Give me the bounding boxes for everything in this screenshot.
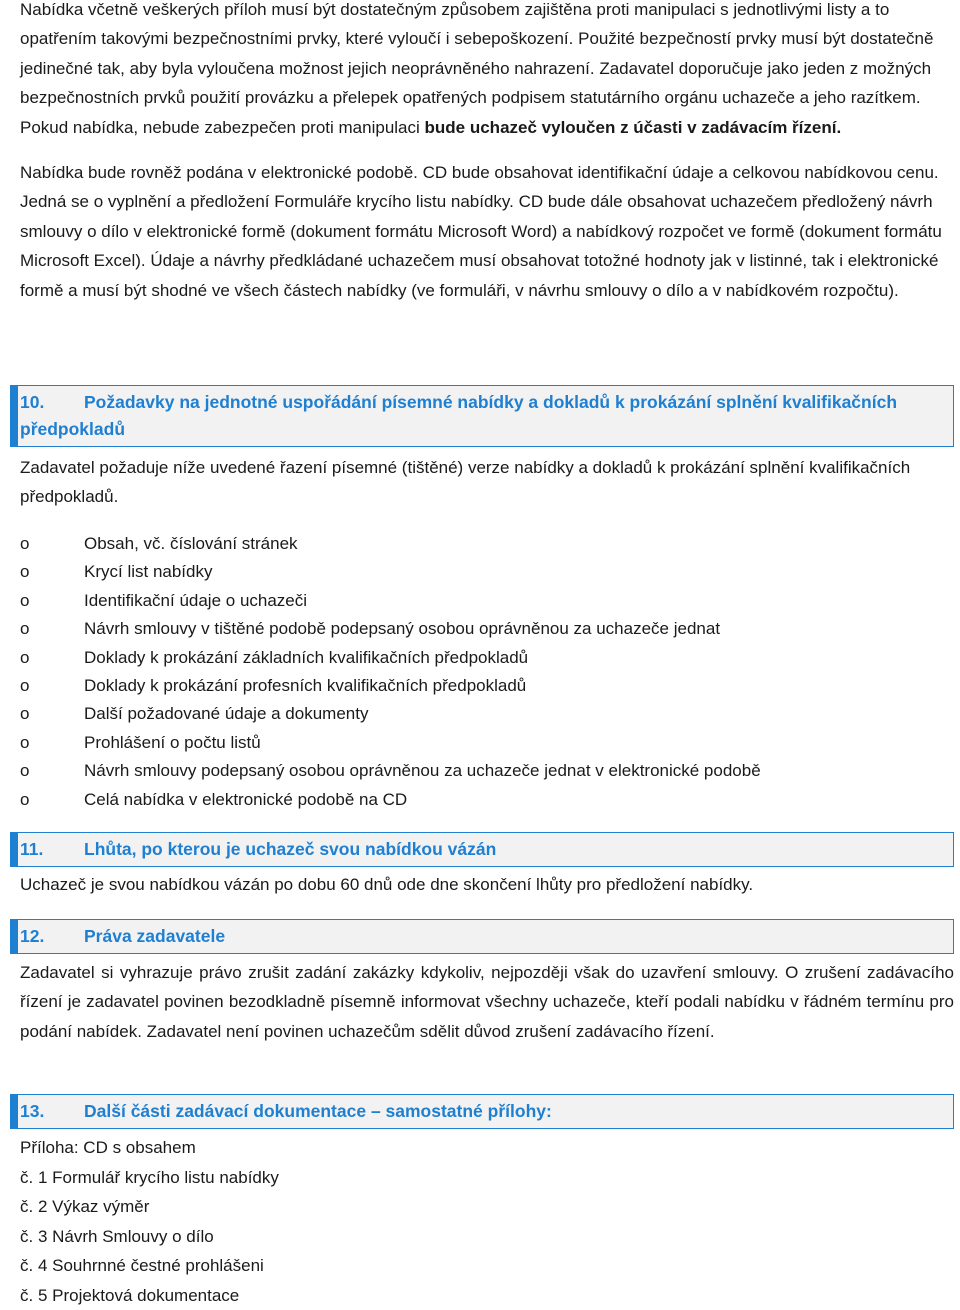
bullet-marker: o [20, 644, 84, 672]
paragraph-security [20, 0, 954, 142]
attachment-line: č. 3 Návrh Smlouvy o dílo [20, 1222, 954, 1252]
bullet-marker: o [20, 615, 84, 643]
section-13-number: 13. [20, 1098, 84, 1125]
attachments-list [20, 1133, 954, 1310]
list-item [20, 729, 954, 757]
section-11-title: Lhůta, po kterou je uchazeč svou nabídkou vázán [84, 839, 496, 859]
list-item [20, 587, 954, 615]
bullet-marker: o [20, 672, 84, 700]
requirements-list [20, 530, 954, 814]
section-12-number: 12. [20, 923, 84, 950]
list-item-text: Návrh smlouvy v tištěné podobě podepsaný osobou oprávněnou za uchazeče jednat [84, 615, 720, 643]
bullet-marker: o [20, 530, 84, 558]
section-10-body [20, 453, 954, 512]
attachment-line: č. 5 Projektová dokumentace [20, 1281, 954, 1310]
bullet-marker: o [20, 757, 84, 785]
list-item-text: Doklady k prokázání profesních kvalifikačních předpokladů [84, 672, 526, 700]
list-item [20, 530, 954, 558]
section-11-body [20, 870, 954, 899]
attachment-line: č. 2 Výkaz výměr [20, 1192, 954, 1222]
attachment-line: č. 1 Formulář krycího listu nabídky [20, 1163, 954, 1193]
section-10-heading [10, 385, 954, 447]
section-13-heading [10, 1094, 954, 1129]
section-13-title: Další části zadávací dokumentace – samostatné přílohy: [84, 1101, 552, 1121]
intro-block [20, 0, 954, 305]
section-11-text: Uchazeč je svou nabídkou vázán po dobu 60 dnů ode dne skončení lhůty pro předložení nabídky. [20, 870, 954, 899]
paragraph-security-bold: bude uchazeč vyloučen z účasti v zadávacím řízení. [425, 118, 842, 137]
list-item-text: Návrh smlouvy podepsaný osobou oprávněnou za uchazeče jednat v elektronické podobě [84, 757, 761, 785]
section-12-body [20, 958, 954, 1046]
bullet-marker: o [20, 700, 84, 728]
list-item-text: Krycí list nabídky [84, 558, 213, 586]
list-item [20, 558, 954, 586]
list-item-text: Prohlášení o počtu listů [84, 729, 261, 757]
attachment-line: č. 4 Souhrnné čestné prohlášeni [20, 1251, 954, 1281]
list-item [20, 757, 954, 785]
section-10-title-line2: předpokladů [20, 416, 943, 443]
list-item [20, 644, 954, 672]
list-item [20, 786, 954, 814]
list-item-text: Další požadované údaje a dokumenty [84, 700, 368, 728]
section-10-number: 10. [20, 389, 84, 416]
list-item-text: Identifikační údaje o uchazeči [84, 587, 307, 615]
bullet-marker: o [20, 786, 84, 814]
bullet-marker: o [20, 558, 84, 586]
bullet-marker: o [20, 587, 84, 615]
section-12-title: Práva zadavatele [84, 926, 225, 946]
attachment-line: Příloha: CD s obsahem [20, 1133, 954, 1163]
section-11-heading [10, 832, 954, 867]
list-item [20, 672, 954, 700]
bullet-marker: o [20, 729, 84, 757]
section-12-text: Zadavatel si vyhrazuje právo zrušit zadání zakázky kdykoliv, nejpozději však do uzavření smlouvy. O zrušení zadávacího řízení je zadavatel povinen bezodkladně písemně informovat všechny uchazeče, kteří podali nabídku v řádném termínu pro podání nabídek. Zadavatel není povinen uchazečům sdělit důvod zrušení zadávacího řízení. [20, 958, 954, 1046]
section-10-title-line1: Požadavky na jednotné uspořádání písemné nabídky a dokladů k prokázání splnění kvalifikačních [84, 392, 897, 412]
list-item-text: Doklady k prokázání základních kvalifikačních předpokladů [84, 644, 528, 672]
paragraph-electronic: Nabídka bude rovněž podána v elektronické podobě. CD bude obsahovat identifikační údaje a celkovou nabídkovou cenu. Jedná se o vyplnění a předložení Formuláře krycího listu nabídky. CD bude dále obsahovat uchazečem předložený návrh smlouvy o dílo v elektronické formě (dokument formátu Microsoft Word) a nabídkový rozpočet ve formě (dokument formátu Microsoft Excel). Údaje a návrhy předkládané uchazečem musí obsahovat totožné hodnoty jak v listinné, tak i elektronické formě a musí být shodné ve všech částech nabídky (ve formuláři, v návrhu smlouvy o dílo a v nabídkovém rozpočtu). [20, 158, 954, 305]
paragraph-security-text: Nabídka včetně veškerých příloh musí být dostatečným způsobem zajištěna proti manipulaci s jednotlivými listy a to opatřením takovými bezpečnostními prvky, které vyloučí i sebepoškození. Použité bezpečností prvky musí být dostatečně jedinečné tak, aby byla vyloučena možnost jejich neoprávněného nahrazení. Zadavatel doporučuje jako jeden z možných bezpečnostních prvků použití provázku a přelepek opatřených podpisem statutárního orgánu uchazeče a jeho razítkem. Pokud nabídka, nebude zabezpečen proti manipulaci [20, 0, 933, 137]
section-10-intro: Zadavatel požaduje níže uvedené řazení písemné (tištěné) verze nabídky a dokladů k prokázání splnění kvalifikačních předpokladů. [20, 453, 954, 512]
section-10-list [20, 530, 954, 814]
list-item-text: Celá nabídka v elektronické podobě na CD [84, 786, 407, 814]
list-item [20, 615, 954, 643]
list-item-text: Obsah, vč. číslování stránek [84, 530, 298, 558]
section-11-number: 11. [20, 836, 84, 863]
list-item [20, 700, 954, 728]
section-12-heading [10, 919, 954, 954]
